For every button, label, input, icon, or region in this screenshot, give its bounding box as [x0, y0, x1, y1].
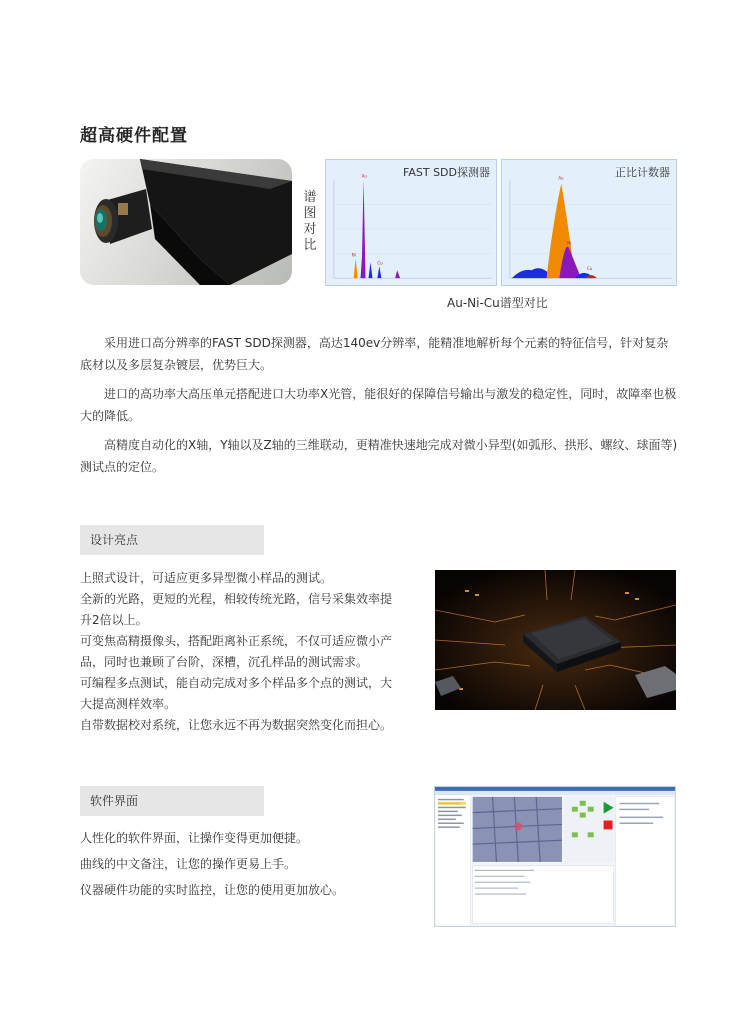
svg-text:Au: Au — [361, 173, 367, 179]
chip-illustration — [435, 570, 676, 710]
software-line: 仪器硬件功能的实时监控，让您的使用更加放心。 — [80, 883, 345, 897]
software-screenshot — [434, 786, 676, 927]
software-line: 人性化的软件界面，让操作变得更加便捷。 — [80, 831, 309, 845]
spectrum-caption: Au-Ni-Cu谱型对比 — [447, 296, 548, 310]
spectrum-right-title: 正比计数器 — [615, 166, 670, 179]
spectrum-fast-sdd — [325, 159, 497, 286]
spectrum-proportional-counter — [501, 159, 677, 286]
svg-text:Cu: Cu — [377, 260, 383, 266]
svg-text:Ni: Ni — [351, 252, 356, 258]
design-line: 大提高测样效率。 — [80, 697, 177, 711]
section-tag-software: 软件界面 — [80, 786, 264, 816]
design-line: 可变焦高精摄像头，搭配距离补正系统，不仅可适应微小产 — [80, 634, 393, 648]
section-title-hardware: 超高硬件配置 — [80, 126, 188, 146]
spectrum-comparison-label: 谱 图 对 比 — [303, 190, 317, 253]
design-line: 上照式设计，可适应更多异型微小样品的测试。 — [80, 571, 333, 585]
spectrum-left-title: FAST SDD探测器 — [403, 166, 490, 179]
design-line: 全新的光路，更短的光程，相较传统光路，信号采集效率提 — [80, 592, 393, 606]
design-line: 品，同时也兼顾了台阶，深槽，沉孔样品的测试需求。 — [80, 655, 369, 669]
design-line: 升2倍以上。 — [80, 613, 148, 627]
design-line: 可编程多点测试，能自动完成对多个样品多个点的测试，大 — [80, 676, 393, 690]
detector-photo — [80, 159, 292, 285]
paragraph-detector: 采用进口高分辨率的FAST SDD探测器，高达140ev分辨率，能精准地解析每个元素的特征信号，针对复杂底材以及多层复杂镀层，优势巨大。 — [80, 336, 669, 372]
software-line: 曲线的中文备注，让您的操作更易上手。 — [80, 857, 297, 871]
svg-text:Cu: Cu — [587, 266, 593, 272]
section-tag-design: 设计亮点 — [80, 525, 264, 555]
svg-text:Ni: Ni — [567, 240, 572, 246]
paragraph-xyz-axis: 高精度自动化的X轴，Y轴以及Z轴的三维联动，更精准快速地完成对微小异型(如弧形、拱形、螺纹、球面等)测试点的定位。 — [80, 438, 678, 474]
design-line: 自带数据校对系统，让您永远不再为数据突然变化而担心。 — [80, 718, 393, 732]
paragraph-xray-tube: 进口的高功率大高压单元搭配进口大功率X光管，能很好的保障信号输出与激发的稳定性，同时，故障率也极大的降低。 — [80, 387, 677, 423]
svg-text:Au: Au — [558, 175, 564, 181]
